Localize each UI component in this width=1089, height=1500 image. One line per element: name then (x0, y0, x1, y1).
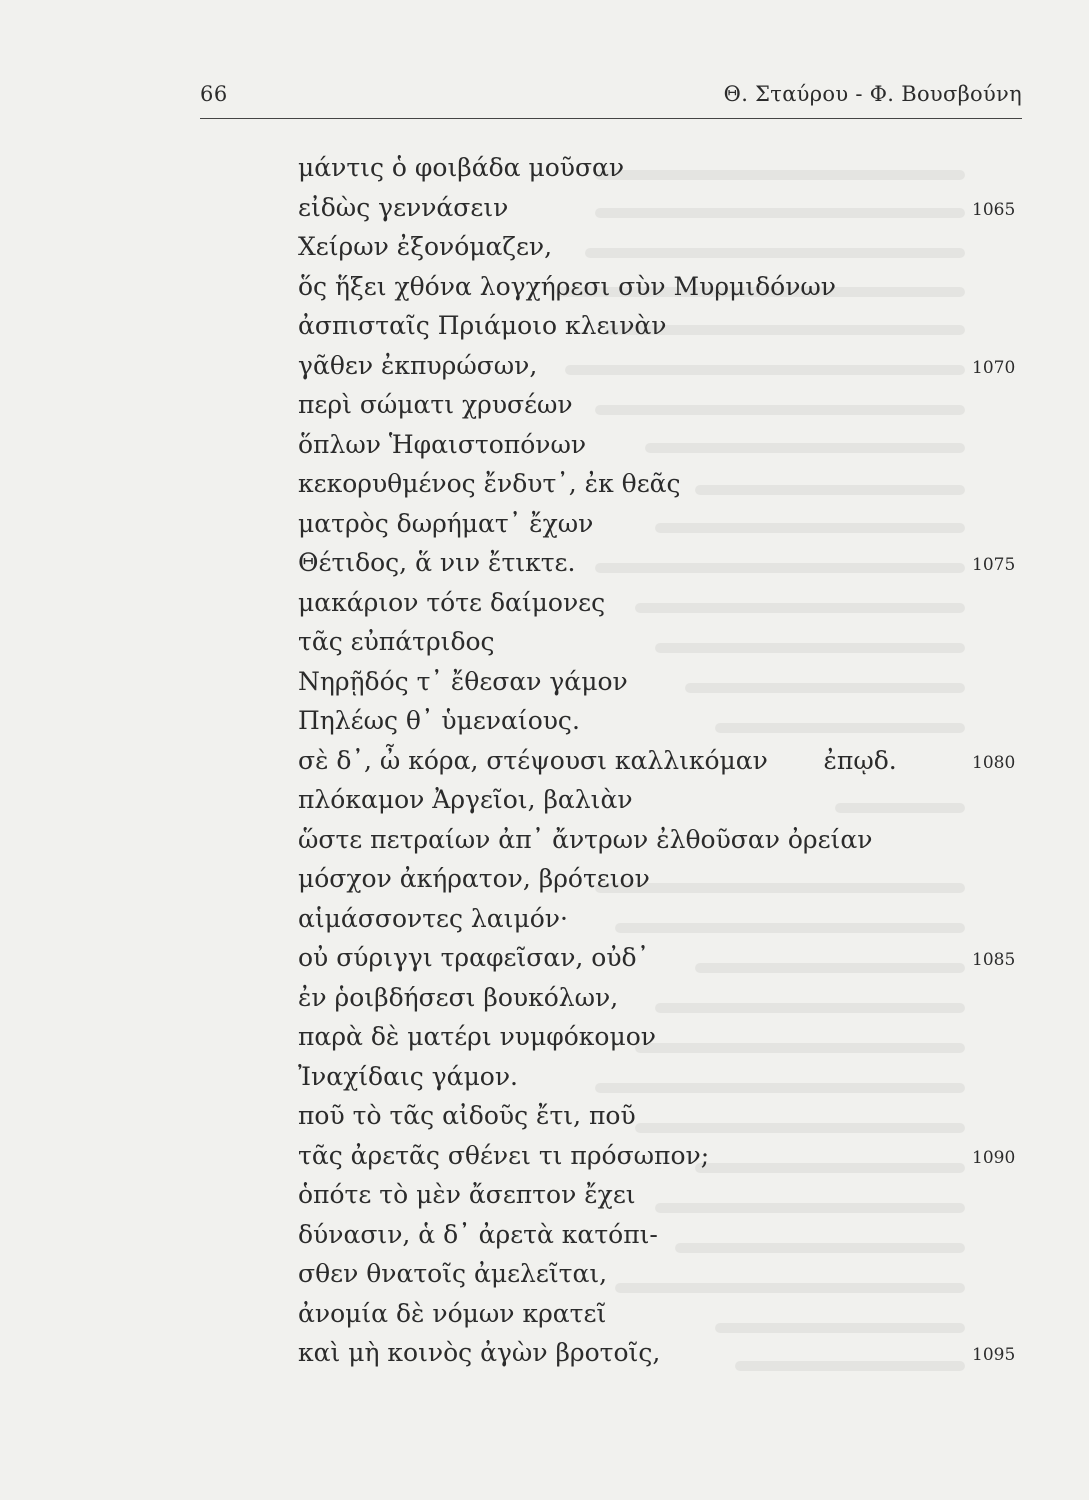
verse-text: ὅς ἥξει χθόνα λογχήρεσι σὺν Μυρμιδόνων (298, 271, 836, 301)
verse-line (298, 859, 1038, 899)
verse-text: ὥστε πετραίων ἀπ᾽ ἄντρων ἐλθοῦσαν ὀρείαν (298, 824, 873, 854)
line-number: 1080 (972, 752, 1016, 773)
verse-text: ἐν ῥοιβδήσεσι βουκόλων, (298, 982, 619, 1012)
line-number: 1085 (972, 950, 1016, 970)
verse-line (298, 346, 1038, 386)
verse-line (298, 464, 1038, 504)
verse-line (298, 1057, 1038, 1097)
verse-line (298, 583, 1038, 623)
verse-line (298, 1254, 1038, 1294)
verse-text: Πηλέως θ᾽ ὑμεναίους. (298, 706, 580, 735)
verse-text: εἰδὼς γεννάσειν (298, 192, 509, 222)
verse-text: Χείρων ἐξονόμαζεν, (298, 232, 553, 261)
verse-line (298, 780, 1038, 820)
verse-text: γᾶθεν ἐκπυρώσων, (298, 350, 538, 380)
verse-line (298, 662, 1038, 702)
verse-text: οὐ σύριγγι τραφεῖσαν, οὐδ᾽ (298, 943, 650, 972)
verse-line (298, 1175, 1038, 1215)
verse-line (298, 1215, 1038, 1255)
verse-text: ὅπλων Ἡφαιστοπόνων (298, 429, 587, 459)
verse-text: ἀνομία δὲ νόμων κρατεῖ (298, 1298, 607, 1328)
verse-text: Θέτιδος, ἅ νιν ἔτικτε. (298, 548, 576, 577)
verse-text: αἱμάσσοντες λαιμόν· (298, 903, 568, 933)
verse-text: δύνασιν, ἁ δ᾽ ἀρετὰ κατόπι- (298, 1219, 658, 1249)
verse-text: καὶ μὴ κοινὸς ἀγὼν βροτοῖς, (298, 1338, 661, 1367)
header-rule (200, 118, 1022, 119)
verse-line (298, 1294, 1038, 1334)
verse-line (298, 306, 1038, 346)
line-number: 1095 (972, 1345, 1016, 1365)
verse-line (298, 820, 1038, 860)
verse-line (298, 504, 1038, 544)
page-header (200, 82, 1022, 116)
verse-line (298, 899, 1038, 939)
verse-line (298, 227, 1038, 267)
verse-line (298, 701, 1038, 741)
verse-text: σθεν θνατοῖς ἀμελεῖται, (298, 1259, 608, 1288)
page-number: 66 (200, 82, 228, 106)
verse-line (298, 1333, 1038, 1373)
verse-line (298, 1017, 1038, 1057)
verse-text: παρὰ δὲ ματέρι νυμφόκομον (298, 1022, 656, 1051)
verse-text: πλόκαμον Ἀργεῖοι, βαλιὰν (298, 785, 633, 814)
verse-line (298, 385, 1038, 425)
verse-text: τᾶς ἀρετᾶς σθένει τι πρόσωπον; (298, 1140, 710, 1170)
line-number: 1090 (972, 1147, 1016, 1168)
verse-line (298, 1136, 1038, 1176)
verse-line (298, 267, 1038, 307)
verse-text: μάντις ὁ φοιβάδα μοῦσαν (298, 153, 625, 182)
verse-line (298, 543, 1038, 583)
verse-block (298, 148, 1038, 1373)
verse-text: κεκορυθμένος ἔνδυτ᾽, ἐκ θεᾶς (298, 469, 681, 498)
verse-text: Νηρῇδός τ᾽ ἔθεσαν γάμον (298, 666, 628, 696)
verse-text: ποῦ τὸ τᾶς αἰδοῦς ἔτι, ποῦ (298, 1101, 636, 1130)
verse-text: μόσχον ἀκήρατον, βρότειον (298, 864, 650, 893)
verse-text: ὁπότε τὸ μὲν ἄσεπτον ἔχει (298, 1180, 636, 1209)
verse-text: τᾶς εὐπάτριδος (298, 627, 495, 656)
verse-text: ἀσπισταῖς Πριάμοιο κλεινὰν (298, 311, 667, 340)
verse-line (298, 938, 1038, 978)
line-number: 1070 (972, 357, 1016, 378)
verse-text: Ἰναχίδαις γάμον. (298, 1061, 519, 1091)
verse-line (298, 741, 1038, 781)
verse-line (298, 188, 1038, 228)
line-number: 1065 (972, 199, 1016, 220)
verse-text: ματρὸς δωρήματ᾽ ἔχων (298, 508, 594, 538)
verse-text: σὲ δ᾽, ὦ κόρα, στέψουσι καλλικόμαν ἐπῳδ. (298, 745, 897, 775)
verse-line (298, 148, 1038, 188)
verse-text: περὶ σώματι χρυσέων (298, 390, 573, 419)
verse-text: μακάριον τότε δαίμονες (298, 587, 606, 617)
verse-line (298, 978, 1038, 1018)
verse-line (298, 1096, 1038, 1136)
line-number: 1075 (972, 555, 1016, 575)
verse-line (298, 622, 1038, 662)
running-head: Θ. Σταύρου - Φ. Βουσβούνη (723, 82, 1022, 106)
verse-line (298, 425, 1038, 465)
